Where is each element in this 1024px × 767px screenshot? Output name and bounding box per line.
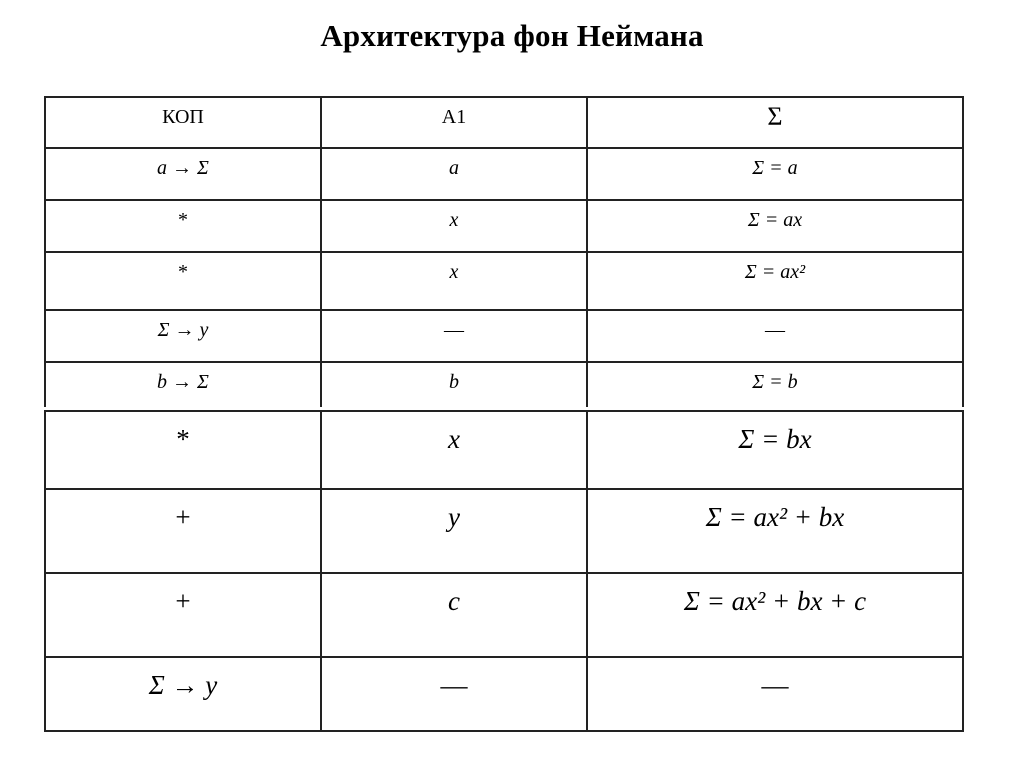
cell-a1: —	[321, 657, 587, 731]
cell-sum: Σ = ax²	[587, 252, 963, 310]
cell-a1: c	[321, 573, 587, 657]
cell-a1: x	[321, 200, 587, 252]
cell-a1: x	[321, 252, 587, 310]
header-a1: А1	[321, 97, 587, 148]
cell-kop: *	[45, 200, 321, 252]
cell-kop: b → Σ	[45, 362, 321, 407]
cell-sum: Σ = bx	[587, 411, 963, 489]
table-row	[45, 657, 963, 731]
cell-sum: —	[587, 657, 963, 731]
table-row	[45, 148, 963, 200]
cell-kop: Σ → y	[45, 310, 321, 362]
cell-a1: b	[321, 362, 587, 407]
cell-sum: Σ = ax² + bx + c	[587, 573, 963, 657]
instruction-table-bottom	[44, 410, 964, 732]
table-row	[45, 411, 963, 489]
page-title: Архитектура фон Неймана	[320, 18, 704, 53]
cell-sum: Σ = ax	[587, 200, 963, 252]
cell-kop: *	[45, 252, 321, 310]
header-kop: КОП	[45, 97, 321, 148]
cell-sum: Σ = a	[587, 148, 963, 200]
cell-a1: y	[321, 489, 587, 573]
cell-kop: +	[45, 489, 321, 573]
cell-sum: —	[587, 310, 963, 362]
table-row	[45, 252, 963, 310]
table-row	[45, 362, 963, 407]
cell-kop: a → Σ	[45, 148, 321, 200]
header-sum: Σ	[587, 97, 963, 148]
cell-a1: a	[321, 148, 587, 200]
table-row	[45, 200, 963, 252]
table-row	[45, 573, 963, 657]
cell-a1: —	[321, 310, 587, 362]
cell-a1: x	[321, 411, 587, 489]
cell-kop: +	[45, 573, 321, 657]
cell-sum: Σ = ax² + bx	[587, 489, 963, 573]
table-row	[45, 310, 963, 362]
cell-kop: *	[45, 411, 321, 489]
table-row	[45, 489, 963, 573]
cell-sum: Σ = b	[587, 362, 963, 407]
cell-kop: Σ → y	[45, 657, 321, 731]
table-header-row	[45, 97, 963, 148]
instruction-table-top	[44, 96, 964, 407]
